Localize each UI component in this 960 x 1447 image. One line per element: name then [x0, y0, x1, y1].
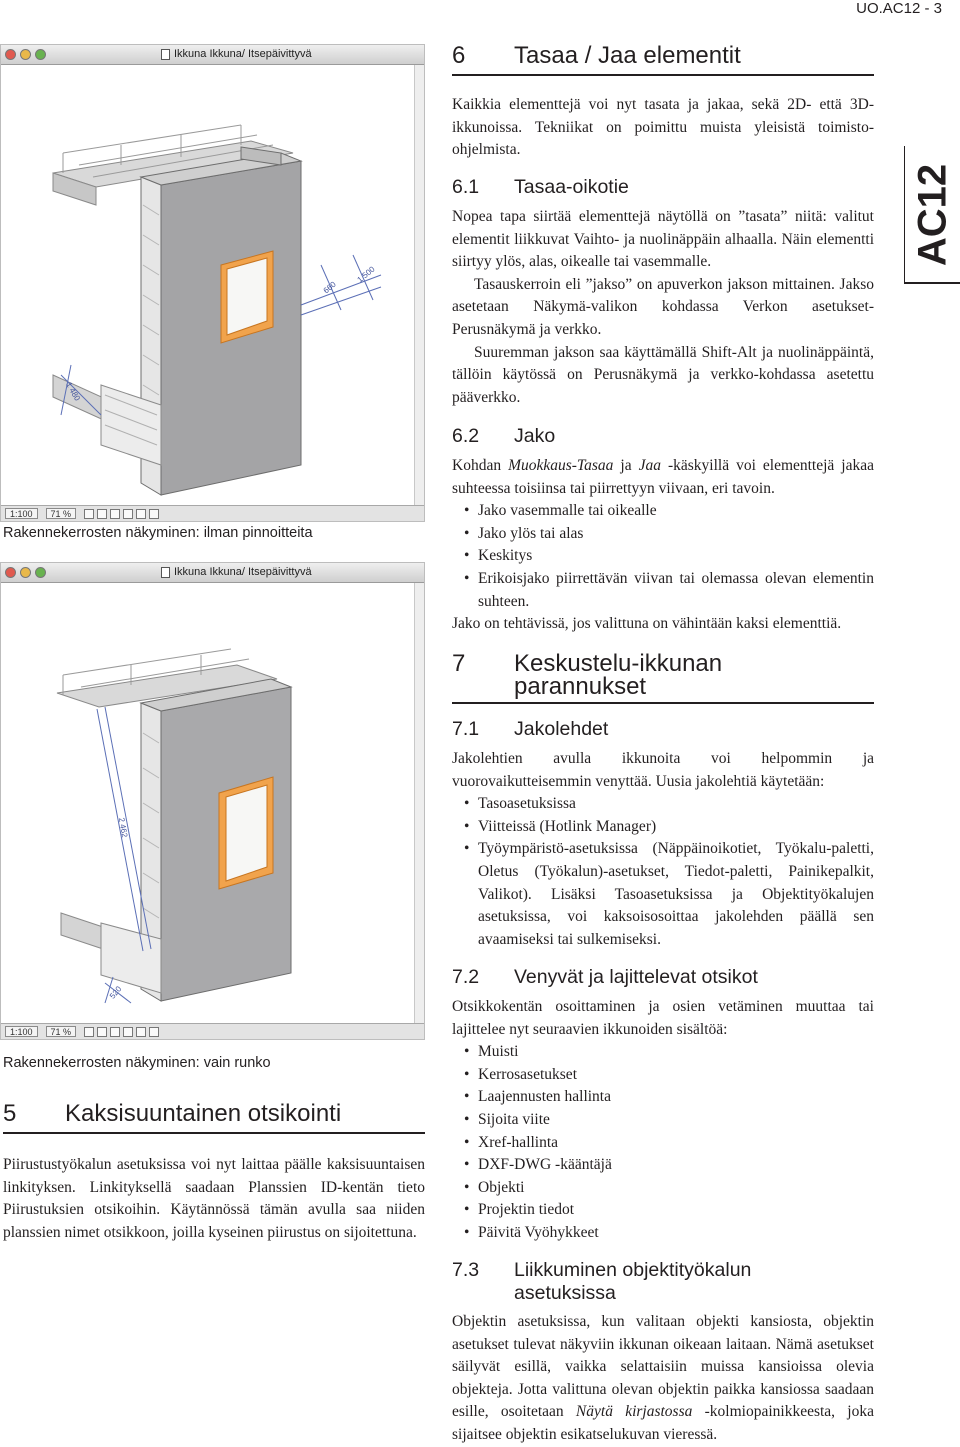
wall-3d-model [1, 583, 415, 1023]
subsection-number: 7.3 [452, 1259, 480, 1281]
button-reference: Näytä kirjastossa [575, 1403, 693, 1421]
section-number: 6 [452, 42, 466, 69]
paragraph [452, 455, 874, 500]
window-title: Ikkuna Ikkuna/ Itsepäivittyvä [174, 566, 312, 578]
list-item: • Kerrosasetukset [478, 1064, 874, 1087]
dimension-label: 1 500 [355, 264, 377, 285]
bullet-list [452, 1041, 874, 1244]
zoom-window-icon[interactable] [35, 49, 46, 60]
document-icon [161, 567, 170, 578]
previous-zoom-icon[interactable] [123, 1027, 133, 1037]
screenshot-window-1 [0, 44, 425, 522]
subsection-title: Jako [514, 425, 556, 447]
zoom-in-icon[interactable] [84, 509, 94, 519]
list-item: • Päivitä Vyöhykkeet [478, 1222, 874, 1245]
section-title-line: Keskustelu-ikkunan [514, 650, 723, 677]
section-heading [3, 1100, 425, 1134]
window-titlebar [1, 45, 424, 65]
figure-caption: Rakennekerrosten näkyminen: vain runko [3, 1055, 271, 1071]
vertical-scrollbar[interactable] [414, 583, 424, 1023]
subsection-body [452, 748, 874, 951]
chapter-tab-label: AC12 [910, 163, 954, 267]
fit-window-icon[interactable] [110, 509, 120, 519]
screenshot-window-2 [0, 562, 425, 1040]
paragraph: Kaikkia elementtejä voi nyt tasata ja jakaa, sekä 2D- että 3D-ikkunoissa. Tekniikat on poimittu muista yleisistä toimisto-ohjelmista. [452, 96, 874, 159]
text-run: -käskyillä voi elementtejä jakaa suhteessa toisiinsa tai piirrettyyn viivaan, eri tavoin. [452, 457, 874, 497]
paragraph: Otsikkokentän osoittaminen ja osien vetäminen muuttaa tai lajittelee nyt seuraavien ikkunoiden sisältöä: [452, 998, 874, 1038]
paragraph: Piirustustyökalun asetuksissa voi nyt laittaa päälle kaksisuuntaisen linkityksen. Linkityksellä saadaan Planssien ID-kentän tieto Piirustuksien otsikoihin. Käytännössä tämän avulla saa niiden planssien nimet otsikkoon, joilla kyseinen piirustus on sijoitettuna. [3, 1156, 425, 1241]
bullet-list [452, 793, 874, 951]
section-heading [452, 652, 874, 704]
chapter-tab-bar [904, 282, 960, 284]
list-item: • Keskitys [478, 545, 874, 568]
subsection-number: 6.2 [452, 425, 480, 447]
subsection-heading [452, 176, 629, 199]
close-window-icon[interactable] [5, 49, 16, 60]
minimize-window-icon[interactable] [20, 567, 31, 578]
figure-caption: Rakennekerrosten näkyminen: ilman pinnoitteita [3, 525, 313, 541]
section-title-line: parannukset [514, 673, 647, 700]
menu-reference: Muokkaus-Tasaa [508, 457, 614, 474]
list-item: • Erikoisjako piirrettävän viivan tai olemassa olevan elementin suhteen. [478, 568, 874, 613]
subsection-number: 7.2 [452, 966, 480, 988]
window-status-bar [1, 1023, 424, 1039]
text-run: Objektin asetuksissa, kun valitaan objekti kansiosta, objektin asetukset tulevat näkyviin ikkunan oikeaan laitaan. Nämä asetukset säilyvät esillä, vaikka selattaisiin muissa kansioissa olevia objekteja. Jotta valittuna olevan objektin paikka kansiossa saadaan esille, osoitetaan [452, 1313, 874, 1421]
orbit-icon[interactable] [149, 509, 159, 519]
subsection-heading [452, 425, 555, 448]
zoom-out-icon[interactable] [97, 509, 107, 519]
dimension-label: 1 480 [64, 380, 82, 403]
subsection-body [452, 455, 874, 636]
section-heading [452, 42, 874, 76]
paragraph: Jakolehtien avulla ikkunoita voi helpommin ja vuorovaikutteisemmin venyttää. Uusia jakolehtiä käytetään: [452, 750, 874, 790]
subsection-heading [452, 966, 758, 989]
list-item: • Sijoita viite [478, 1109, 874, 1132]
orbit-icon[interactable] [149, 1027, 159, 1037]
subsection-heading [452, 718, 608, 741]
list-item: • Tasoasetuksissa [478, 793, 874, 816]
list-item: • Laajennusten hallinta [478, 1086, 874, 1109]
3d-view-canvas[interactable] [1, 583, 424, 1023]
scale-field[interactable]: 1:100 [5, 1026, 38, 1037]
list-item: • Jako ylös tai alas [478, 523, 874, 546]
pan-icon[interactable] [136, 509, 146, 519]
zoom-field[interactable]: 71 % [46, 508, 77, 519]
window-titlebar [1, 563, 424, 583]
previous-zoom-icon[interactable] [123, 509, 133, 519]
fit-window-icon[interactable] [110, 1027, 120, 1037]
dimension-label: 660 [321, 279, 338, 296]
chapter-tab [904, 146, 960, 284]
section-title: Tasaa / Jaa elementit [514, 42, 741, 69]
3d-view-canvas[interactable] [1, 65, 424, 505]
paragraph [452, 1311, 874, 1447]
subsection-title: Tasaa-oikotie [514, 176, 629, 198]
text-run: -kolmiopainikkeesta, joka sijaitsee objektin esikatselukuvan vieressä. [452, 1403, 874, 1443]
list-item: • Xref-hallinta [478, 1132, 874, 1155]
list-item: • Jako vasemmalle tai oikealle [478, 500, 874, 523]
section-number: 7 [452, 650, 466, 677]
zoom-out-icon[interactable] [97, 1027, 107, 1037]
pan-icon[interactable] [136, 1027, 146, 1037]
list-item: • Viitteissä (Hotlink Manager) [478, 816, 874, 839]
window-title: Ikkuna Ikkuna/ Itsepäivittyvä [174, 48, 312, 60]
vertical-scrollbar[interactable] [414, 65, 424, 505]
dimension-label: 520 [107, 984, 124, 1001]
section-number: 5 [3, 1100, 17, 1127]
text-run: ja [613, 457, 639, 474]
command-reference: Jaa [638, 457, 661, 474]
scale-field[interactable]: 1:100 [5, 508, 38, 519]
subsection-heading [452, 1259, 751, 1305]
subsection-title-line: Liikkuminen objektityökalun [514, 1259, 752, 1281]
paragraph: Jako on tehtävissä, jos valittuna on vähintään kaksi elementtiä. [452, 615, 842, 633]
subsection-body [452, 996, 874, 1245]
close-window-icon[interactable] [5, 567, 16, 578]
subsection-body [452, 206, 874, 409]
zoom-window-icon[interactable] [35, 567, 46, 578]
subsection-title: Jakolehdet [514, 718, 609, 740]
paragraph: Nopea tapa siirtää elementtejä näytöllä on ”tasata” niitä: valitut elementit liikkuvat Vaihto- ja nuolinäppäin alhaalla. Näin elementti siirtyy ylös, alas, oikealle tai vasemmalle. [452, 208, 874, 271]
minimize-window-icon[interactable] [20, 49, 31, 60]
subsection-number: 7.1 [452, 718, 480, 740]
page-number: UO.AC12 - 3 [856, 0, 942, 17]
subsection-body [452, 1311, 874, 1447]
subsection-title-line: asetuksissa [514, 1282, 616, 1304]
section-body [452, 94, 874, 162]
list-item: • DXF-DWG -kääntäjä [478, 1154, 874, 1177]
dimension-label: 2 462 [116, 816, 130, 839]
section-title: Kaksisuuntainen otsikointi [65, 1100, 342, 1127]
text-run: Kohdan [452, 457, 509, 474]
list-item: • Projektin tiedot [478, 1199, 874, 1222]
list-item: • Muisti [478, 1041, 874, 1064]
document-icon [161, 49, 170, 60]
section-body [3, 1154, 425, 1244]
bullet-list [452, 500, 874, 613]
paragraph: Tasauskerroin eli ”jakso” on apuverkon jakson mittainen. Jakso asetetaan Näkymä-valikon kohdassa Verkon asetukset-Perusnäkymä ja verkko. [452, 275, 874, 338]
zoom-in-icon[interactable] [84, 1027, 94, 1037]
zoom-field[interactable]: 71 % [46, 1026, 77, 1037]
window-status-bar [1, 505, 424, 521]
subsection-number: 6.1 [452, 176, 480, 198]
list-item: • Objekti [478, 1177, 874, 1200]
wall-3d-model [1, 65, 415, 505]
paragraph: Suuremman jakson saa käyttämällä Shift-Alt ja nuolinäppäintä, tällöin käytössä on Perusnäkymä ja verkko-kohdassa asetettu pääverkko. [452, 343, 874, 406]
list-item: • Työympäristö-asetuksissa (Näppäinoikotiet, Työkalu-paletti, Oletus (Työkalun)-asetukset, Tiedot-paletti, Painikepalkit, Valikot). Lisäksi Tasoasetuksissa ja Objektityökalujen asetuksissa, voi kaksoisosoittaa jakolehden päällä sen avaamiseksi tai sulkemiseksi. [478, 838, 874, 951]
subsection-title: Venyvät ja lajittelevat otsikot [514, 966, 758, 988]
